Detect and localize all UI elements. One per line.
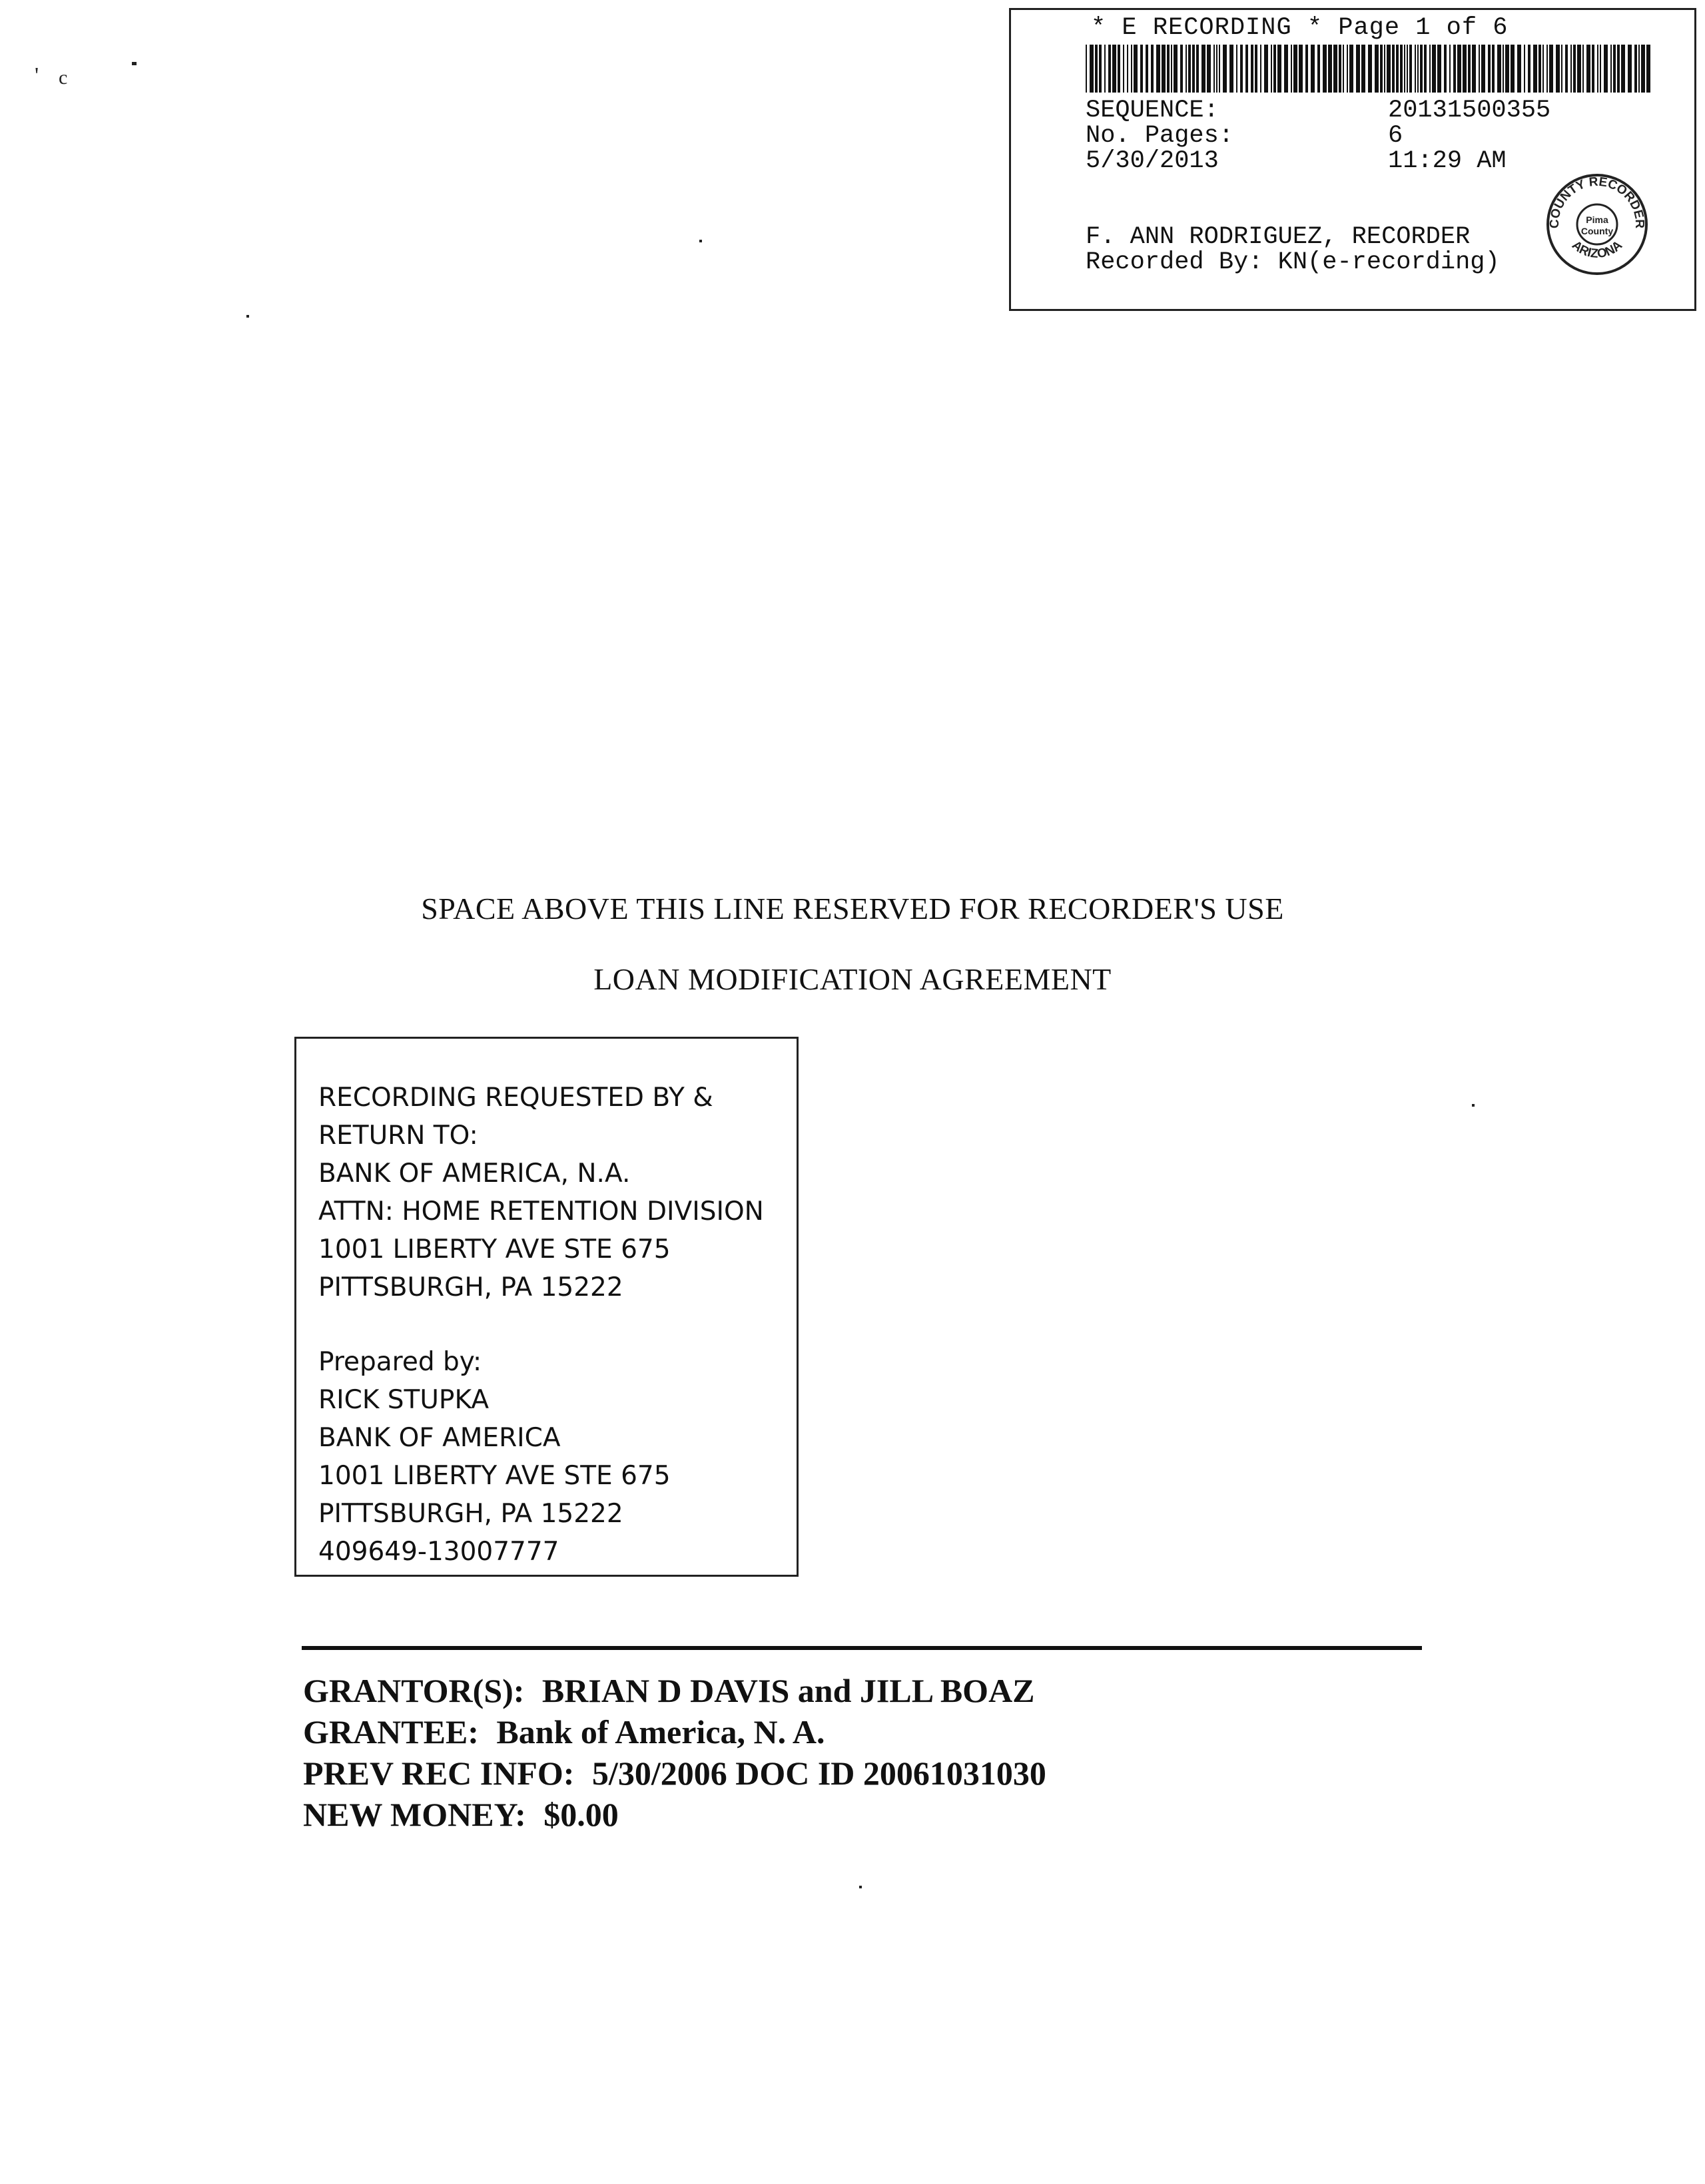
sequence-label: SEQUENCE: <box>1086 97 1219 125</box>
new-money-line <box>303 1795 619 1834</box>
svg-text:County: County <box>1580 226 1614 236</box>
barcode-bar <box>1251 45 1253 93</box>
reserved-space-notice: SPACE ABOVE THIS LINE RESERVED FOR RECORDER'S USE <box>421 892 1284 926</box>
grantor-line <box>303 1671 1035 1710</box>
barcode-bar <box>1524 45 1525 93</box>
grantee-line <box>303 1713 825 1751</box>
barcode-bar <box>1127 45 1128 93</box>
barcode-bar <box>1597 45 1598 93</box>
barcode-bar <box>1561 45 1562 93</box>
barcode-bar <box>1229 45 1233 93</box>
barcode-bar <box>1291 45 1292 93</box>
return-line: PITTSBURGH, PA 15222 <box>318 1272 623 1302</box>
barcode-bar <box>1095 45 1098 93</box>
scan-dot <box>859 1886 862 1888</box>
barcode-bar <box>1472 45 1476 93</box>
barcode-bar <box>1368 45 1372 93</box>
barcode-bar <box>1497 45 1501 93</box>
barcode-bar <box>1277 45 1281 93</box>
barcode-bar <box>1333 45 1337 93</box>
grantor-label: GRANTOR(S): <box>303 1672 525 1709</box>
barcode-bar <box>1264 45 1268 93</box>
barcode-bar <box>1273 45 1276 93</box>
prepared-line: PITTSBURGH, PA 15222 <box>318 1499 623 1529</box>
barcode-bar <box>1638 45 1640 93</box>
barcode-bar <box>1577 45 1581 93</box>
return-line: RETURN TO: <box>318 1121 478 1151</box>
barcode-bar <box>1437 45 1441 93</box>
barcode-bar <box>1339 45 1341 93</box>
county-seal-icon <box>1544 171 1650 278</box>
barcode-bar <box>1517 45 1521 93</box>
barcode-bar <box>1245 45 1248 93</box>
barcode-bar <box>1424 45 1427 93</box>
new-money-value: $0.00 <box>543 1796 619 1833</box>
barcode-bar <box>1186 45 1187 93</box>
barcode-bar <box>1646 45 1650 93</box>
scan-dot <box>246 315 249 318</box>
barcode-bar <box>1112 45 1116 93</box>
prepared-line: 1001 LIBERTY AVE STE 675 <box>318 1461 671 1491</box>
barcode-bar <box>1449 45 1451 93</box>
barcode-bar <box>1407 45 1408 93</box>
barcode-bar <box>1396 45 1399 93</box>
barcode-bar <box>1444 45 1447 93</box>
barcode-bar <box>1349 45 1353 93</box>
grantee-label: GRANTEE: <box>303 1713 479 1751</box>
barcode-bar <box>1604 45 1608 93</box>
grantee-value: Bank of America, N. A. <box>496 1713 825 1751</box>
barcode-bar <box>1641 45 1645 93</box>
barcode-bar <box>1511 45 1515 93</box>
barcode-bar <box>1240 45 1243 93</box>
return-line: BANK OF AMERICA, N.A. <box>318 1159 631 1189</box>
barcode-bar <box>1104 45 1106 93</box>
scan-dot <box>699 240 702 242</box>
barcode-bar <box>1343 45 1344 93</box>
barcode-bar <box>1151 45 1154 93</box>
stamp-header: * E RECORDING * Page 1 of 6 <box>1091 14 1509 42</box>
prev-rec-line <box>303 1754 1046 1792</box>
scan-speck-1: ' <box>35 63 39 88</box>
barcode-bar <box>1538 45 1541 93</box>
barcode-bar <box>1305 45 1308 93</box>
barcode-bar <box>1311 45 1315 93</box>
scan-dot <box>132 62 137 65</box>
record-date: 5/30/2013 <box>1086 147 1219 175</box>
prepared-line: BANK OF AMERICA <box>318 1423 561 1453</box>
pages-label: No. Pages: <box>1086 122 1234 150</box>
barcode-bar <box>1600 45 1601 93</box>
barcode-bar <box>1542 45 1544 93</box>
new-money-label: NEW MONEY: <box>303 1796 526 1833</box>
barcode-bar <box>1156 45 1160 93</box>
barcode-bar <box>1505 45 1509 93</box>
barcode-bar <box>1162 45 1166 93</box>
barcode-bar <box>1140 45 1143 93</box>
barcode-bar <box>1453 45 1456 93</box>
barcode-bar <box>1628 45 1632 93</box>
barcode-bar <box>1463 45 1467 93</box>
barcode-bar <box>1146 45 1148 93</box>
barcode-bar <box>1086 45 1087 93</box>
barcode-bar <box>1356 45 1360 93</box>
separator-rule <box>302 1646 1422 1650</box>
barcode-bar <box>1432 45 1436 93</box>
barcode-bar <box>1284 45 1288 93</box>
barcode-bar <box>1123 45 1124 93</box>
barcode-bar <box>1236 45 1237 93</box>
barcode-bar <box>1400 45 1403 93</box>
barcode-bar <box>1409 45 1412 93</box>
barcode-bar <box>1201 45 1205 93</box>
return-line: ATTN: HOME RETENTION DIVISION <box>318 1197 764 1227</box>
barcode-bar <box>1582 45 1584 93</box>
barcode-bar <box>1549 45 1553 93</box>
barcode-bar <box>1481 45 1485 93</box>
return-address-box <box>294 1037 799 1577</box>
recorder-stamp <box>1009 8 1696 311</box>
barcode-bar <box>1171 45 1172 93</box>
barcode-bar <box>1328 45 1332 93</box>
barcode-bar <box>1347 45 1348 93</box>
barcode-bar <box>1108 45 1111 93</box>
barcode-bar <box>1375 45 1379 93</box>
barcode-image <box>1086 45 1652 93</box>
prepared-line: RICK STUPKA <box>318 1385 490 1415</box>
barcode-bar <box>1429 45 1431 93</box>
barcode-bar <box>1174 45 1178 93</box>
barcode-bar <box>1099 45 1102 93</box>
barcode-bar <box>1384 45 1385 93</box>
barcode-bar <box>1090 45 1094 93</box>
barcode-bar <box>1271 45 1272 93</box>
barcode-bar <box>1387 45 1391 93</box>
barcode-bar <box>1546 45 1548 93</box>
barcode-bar <box>1573 45 1576 93</box>
barcode-bar <box>1380 45 1383 93</box>
barcode-bar <box>1255 45 1257 93</box>
recorder-name: F. ANN RODRIGUEZ, RECORDER <box>1086 223 1471 251</box>
barcode-bar <box>1570 45 1572 93</box>
barcode-bar <box>1404 45 1405 93</box>
sequence-value: 20131500355 <box>1388 97 1551 125</box>
record-time: 11:29 AM <box>1388 147 1507 175</box>
barcode-bar <box>1503 45 1504 93</box>
barcode-bar <box>1565 45 1568 93</box>
barcode-bar <box>1207 45 1211 93</box>
barcode-bar <box>1213 45 1215 93</box>
barcode-bar <box>1361 45 1365 93</box>
barcode-bar <box>1293 45 1297 93</box>
barcode-bar <box>1180 45 1183 93</box>
barcode-bar <box>1299 45 1303 93</box>
barcode-bar <box>1592 45 1594 93</box>
barcode-bar <box>1488 45 1491 93</box>
barcode-bar <box>1533 45 1537 93</box>
barcode-bar <box>1586 45 1590 93</box>
barcode-bar <box>1118 45 1120 93</box>
barcode-bar <box>1131 45 1132 93</box>
svg-text:ARIZONA: ARIZONA <box>1568 238 1626 262</box>
prepared-line: 409649-13007777 <box>318 1537 559 1567</box>
barcode-bar <box>1528 45 1531 93</box>
barcode-bar <box>1457 45 1461 93</box>
prev-rec-value: 5/30/2006 DOC ID 20061031030 <box>591 1755 1046 1792</box>
barcode-bar <box>1134 45 1138 93</box>
barcode-bar <box>1634 45 1637 93</box>
barcode-bar <box>1317 45 1320 93</box>
prepared-line: Prepared by: <box>318 1347 482 1377</box>
barcode-bar <box>1323 45 1327 93</box>
recorded-by: Recorded By: KN(e-recording) <box>1086 248 1500 276</box>
barcode-bar <box>1617 45 1620 93</box>
barcode-bar <box>1196 45 1199 93</box>
pages-value: 6 <box>1388 122 1403 150</box>
barcode-bar <box>1492 45 1495 93</box>
barcode-bar <box>1415 45 1416 93</box>
scan-dot <box>1472 1104 1475 1107</box>
barcode-bar <box>1392 45 1395 93</box>
svg-text:Pima: Pima <box>1586 214 1608 225</box>
barcode-bar <box>1417 45 1419 93</box>
return-line: 1001 LIBERTY AVE STE 675 <box>318 1234 671 1264</box>
barcode-bar <box>1223 45 1227 93</box>
scan-speck-2: c <box>59 67 68 89</box>
barcode-bar <box>1260 45 1261 93</box>
return-line: RECORDING REQUESTED BY & <box>318 1083 713 1113</box>
barcode-bar <box>1479 45 1480 93</box>
barcode-bar <box>1621 45 1625 93</box>
barcode-bar <box>1192 45 1195 93</box>
barcode-bar <box>1219 45 1220 93</box>
barcode-bar <box>1610 45 1612 93</box>
barcode-bar <box>1556 45 1560 93</box>
barcode-bar <box>1613 45 1616 93</box>
document-title: LOAN MODIFICATION AGREEMENT <box>593 962 1112 996</box>
prev-rec-label: PREV REC INFO: <box>303 1755 575 1792</box>
grantor-value: BRIAN D DAVIS and JILL BOAZ <box>541 1672 1035 1709</box>
svg-text:COUNTY RECORDER: COUNTY RECORDER <box>1547 174 1647 229</box>
barcode-bar <box>1420 45 1423 93</box>
barcode-bar <box>1216 45 1217 93</box>
barcode-bar <box>1188 45 1191 93</box>
barcode-bar <box>1167 45 1170 93</box>
barcode-bar <box>1468 45 1471 93</box>
